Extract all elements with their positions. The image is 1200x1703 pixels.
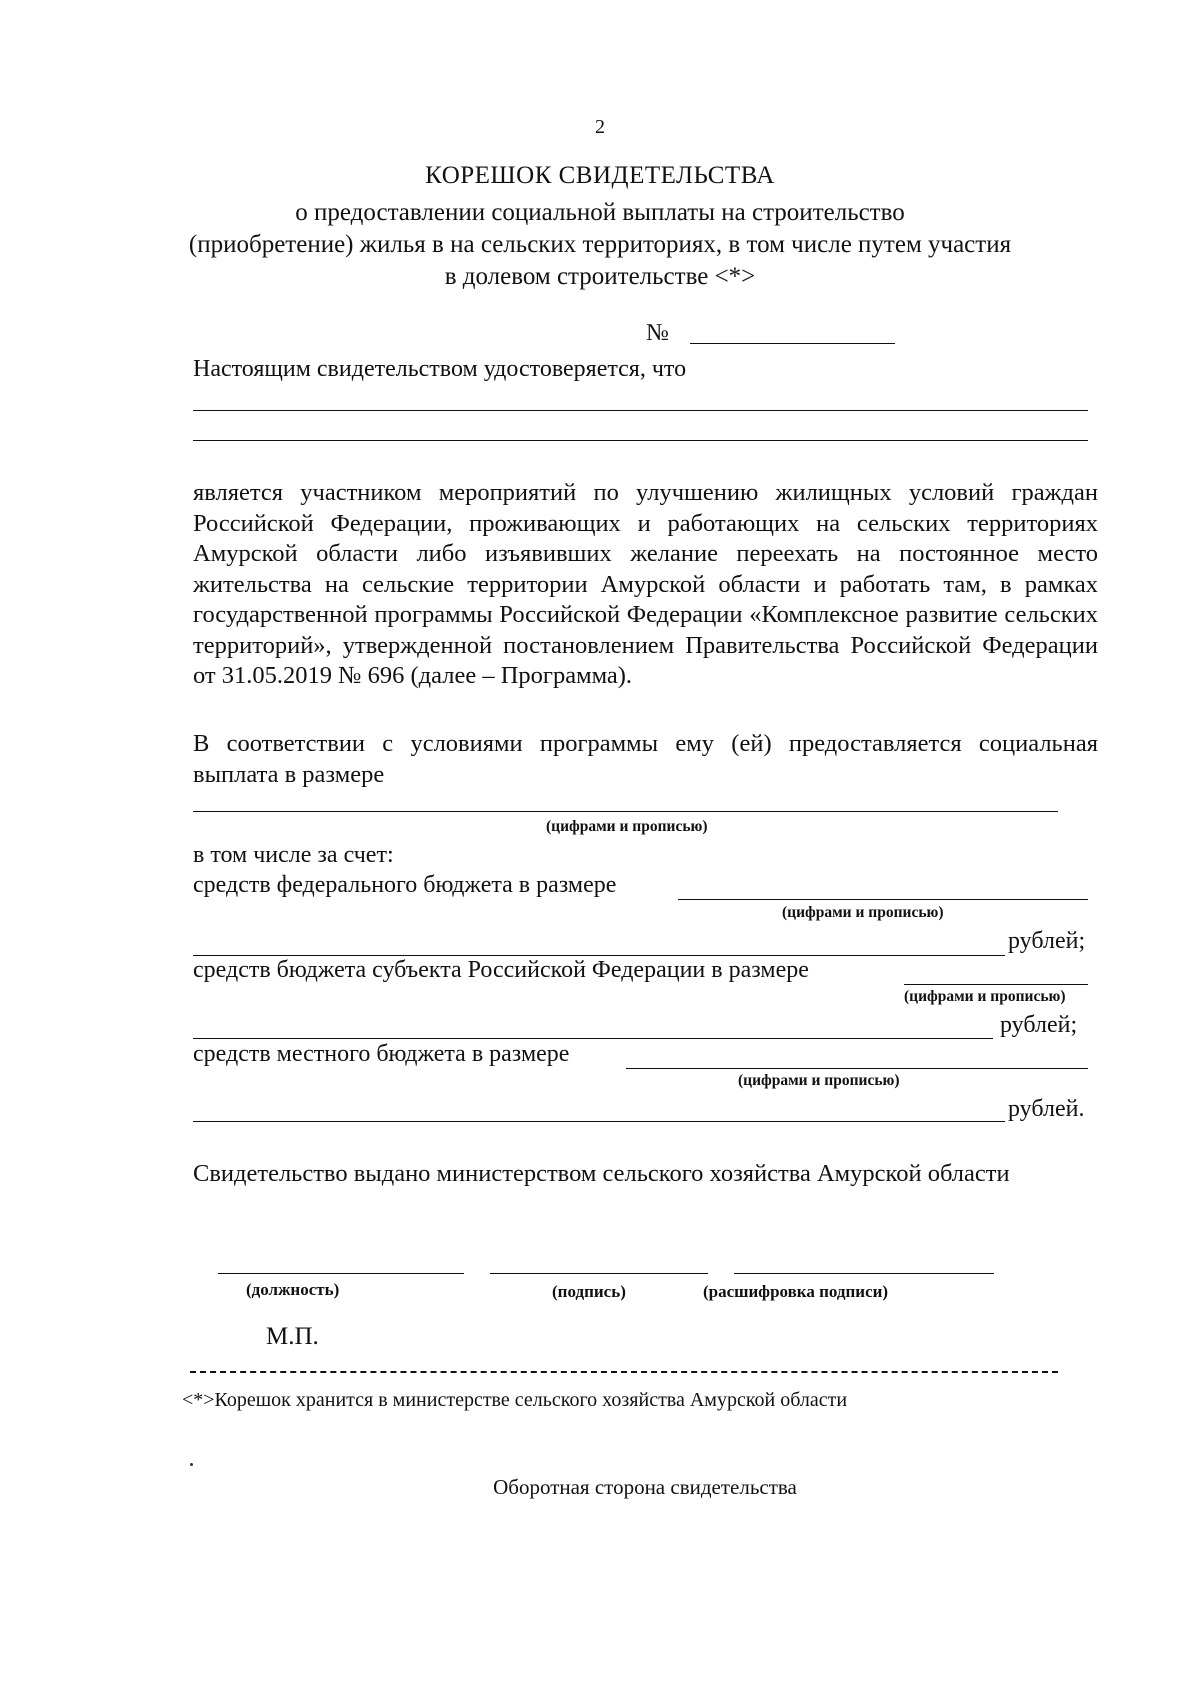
recipient-name-field[interactable] xyxy=(193,410,1088,411)
federal-budget-field[interactable] xyxy=(678,899,1088,900)
payment-amount-hint: (цифрами и прописью) xyxy=(546,818,708,835)
certificate-number-label: № xyxy=(646,320,669,346)
reverse-side-heading: Оборотная сторона свидетельства xyxy=(493,1475,797,1499)
local-budget-field[interactable] xyxy=(626,1068,1088,1069)
including-text: в том числе за счет: xyxy=(193,842,394,868)
recipient-name-field-2[interactable] xyxy=(193,440,1088,441)
document-subtitle-line-1: о предоставлении социальной выплаты на строительство xyxy=(295,199,905,226)
payment-paragraph: В соответствии с условиями программы ему (ей) предоставляется социальная выплата в размере xyxy=(193,730,1098,788)
page-number: 2 xyxy=(595,116,605,138)
subject-budget-field[interactable] xyxy=(904,984,1088,985)
signature-decoding-field[interactable] xyxy=(734,1273,994,1274)
certificate-number-field[interactable] xyxy=(690,343,895,344)
local-rubles-label: рублей. xyxy=(1008,1096,1085,1122)
local-budget-hint: (цифрами и прописью) xyxy=(738,1072,900,1089)
payment-amount-field[interactable] xyxy=(193,811,1058,812)
stamp-place: М.П. xyxy=(266,1323,319,1350)
subject-budget-label: средств бюджета субъекта Российской Федерации в размере xyxy=(193,957,809,983)
local-budget-label: средств местного бюджета в размере xyxy=(193,1041,570,1067)
document-subtitle-line-2: (приобретение) жилья в на сельских территориях, в том числе путем участия xyxy=(188,231,1012,258)
certifies-text: Настоящим свидетельством удостоверяется, что xyxy=(193,356,687,382)
scan-dot xyxy=(190,1463,193,1466)
signature-decoding-label: (расшифровка подписи) xyxy=(703,1282,889,1301)
subject-budget-hint: (цифрами и прописью) xyxy=(904,988,1066,1005)
issued-by-text: Свидетельство выдано министерством сельского хозяйства Амурской области xyxy=(193,1160,1010,1187)
local-budget-words-field[interactable] xyxy=(193,1121,1005,1122)
position-field[interactable] xyxy=(218,1273,464,1274)
federal-budget-label: средств федерального бюджета в размере xyxy=(193,872,617,898)
cut-line xyxy=(190,1371,1058,1373)
position-label: (должность) xyxy=(246,1280,340,1299)
signature-field[interactable] xyxy=(490,1273,708,1274)
subject-rubles-label: рублей; xyxy=(1000,1012,1078,1038)
document-subtitle-line-3: в долевом строительстве <*> xyxy=(444,263,756,290)
federal-budget-hint: (цифрами и прописью) xyxy=(782,904,944,921)
federal-rubles-label: рублей; xyxy=(1008,928,1086,954)
participant-paragraph: является участником мероприятий по улучшению жилищных условий граждан Российской Федерации, проживающих и работающих на сельских территориях Амурской области либо изъявивших желание переехать на постоянное место жительства на сельские территории Амурской области и работать там, в рамках государственной программы Российской Федерации «Комплексное развитие сельских территорий», утвержденной постановлением Правительства Российской Федерации от 31.05.2019 № 696 (далее – Программа). xyxy=(193,479,1098,689)
footnote: <*>Корешок хранится в министерстве сельского хозяйства Амурской области xyxy=(182,1389,848,1411)
document-title: КОРЕШОК СВИДЕТЕЛЬСТВА xyxy=(425,162,775,189)
signature-label: (подпись) xyxy=(552,1282,626,1301)
